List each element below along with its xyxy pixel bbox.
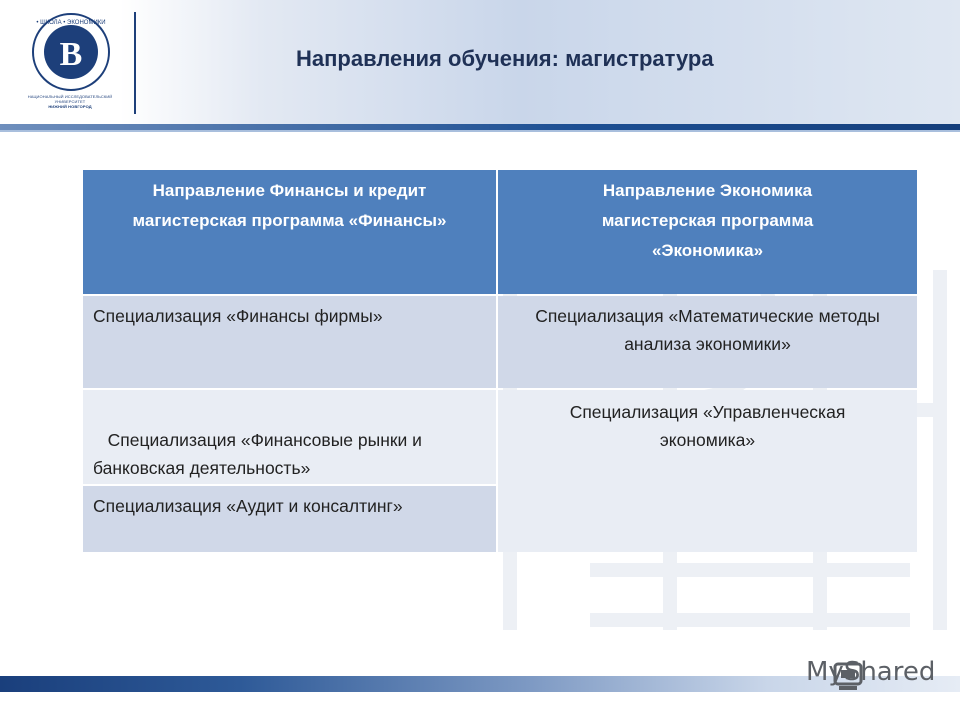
logo-divider xyxy=(134,12,136,114)
table-header-right: Направление Экономика магистерская программа «Экономика» xyxy=(498,170,917,294)
table-cell-right-1: Специализация «Математические методы анализа экономики» xyxy=(498,296,917,388)
svg-text:• ШКОЛА • ЭКОНОМИКИ: • ШКОЛА • ЭКОНОМИКИ xyxy=(36,20,106,26)
svg-text:B: B xyxy=(59,36,83,73)
table-cell-left-3: Специализация «Аудит и консалтинг» xyxy=(83,486,496,552)
table-cell-left-2: Специализация «Финансовые рынки и банковская деятельность» xyxy=(83,390,496,484)
header-rule-thin xyxy=(0,130,960,132)
myshared-brand[interactable]: MyShared xyxy=(806,657,936,687)
table-header-left: Направление Финансы и кредит магистерская программа «Финансы» xyxy=(83,170,496,294)
logo-caption: НАЦИОНАЛЬНЫЙ ИССЛЕДОВАТЕЛЬСКИЙ УНИВЕРСИТЕТ НИЖНИЙ НОВГОРОД xyxy=(27,94,113,110)
table-cell-right-2: Специализация «Управленческая экономика» xyxy=(498,390,917,552)
page-title: Направления обучения: магистратура xyxy=(296,46,714,71)
table-cell-left-1: Специализация «Финансы фирмы» xyxy=(83,296,496,388)
